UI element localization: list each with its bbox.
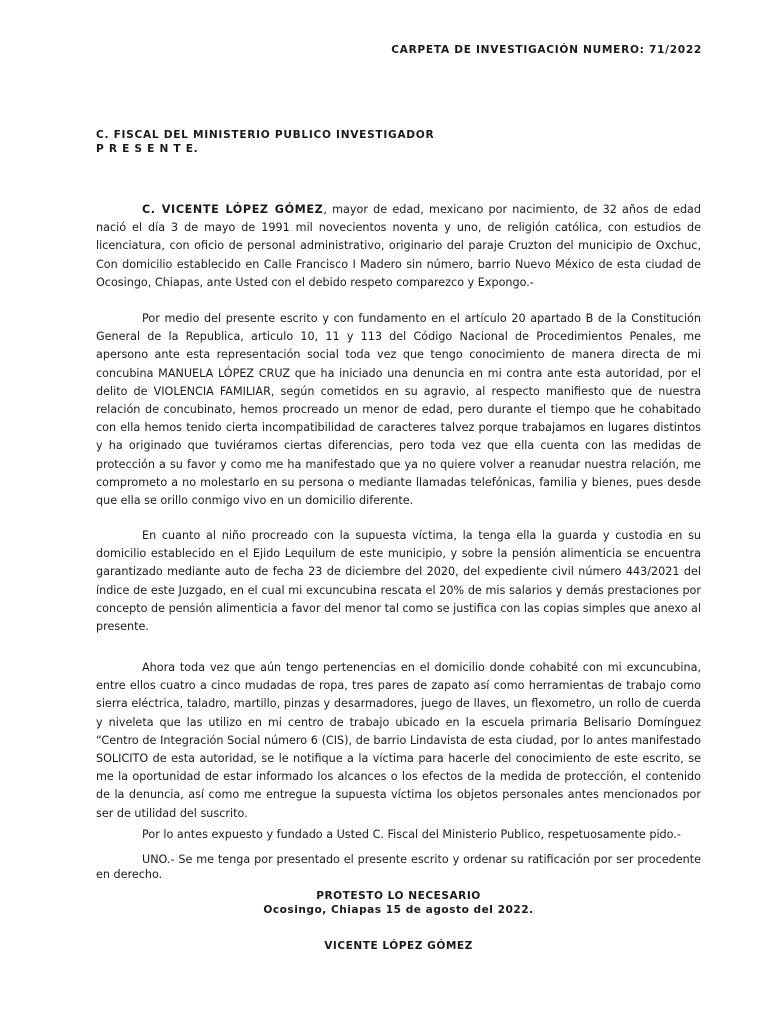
introduction-text: , mayor de edad, mexicano por nacimiento, de 32 años de edad nació el día 3 de mayo de 1991 mil novecientos noventa y uno, de religión católica, con estudios de licenciatura, con oficio de personal administrativo, originario del paraje Cruzton del municipio de Oxchuc, Con domicilio establecido en Calle Francisco I Madero sin número, barrio Nuevo México de esta ciudad de Ocosingo, Chiapas, ante Usted con el debido respeto comparezco y Expongo.- bbox=[96, 203, 701, 289]
closing-block bbox=[96, 889, 701, 917]
declarant-name: C. VICENTE LÓPEZ GÓMEZ bbox=[142, 203, 324, 216]
paragraph-legal-basis bbox=[96, 310, 701, 510]
signature-name: VICENTE LÓPEZ GÓMEZ bbox=[324, 940, 473, 952]
protesto-line: PROTESTO LO NECESARIO bbox=[316, 890, 481, 902]
addressee-block bbox=[96, 128, 434, 156]
paragraph-belongings bbox=[96, 659, 701, 823]
paragraph-petition bbox=[96, 826, 701, 844]
child-custody-text: En cuanto al niño procreado con la supuesta víctima, la tenga ella la guarda y custodia en su domicilio establecido en el Ejido Lequilum de este municipio, y sobre la pensión alimenticia se encuentra garantizado mediante auto de fecha 23 de diciembre del 2020, del expediente civil número 443/2021 del índice de este Juzgado, en el cual mi excuncubina rescata el 20% de mis salarios y demás prestaciones por concepto de pensión alimenticia a favor del menor tal como se justifica con las copias simples que anexo al presente. bbox=[96, 529, 701, 634]
request-one-text: UNO.- Se me tenga por presentado el presente escrito y ordenar su ratificación por ser procedente en derecho. bbox=[96, 853, 701, 881]
case-number-heading: CARPETA DE INVESTIGACIÓN NUMERO: 71/2022 bbox=[391, 44, 702, 56]
petition-text: Por lo antes expuesto y fundado a Usted C. Fiscal del Ministerio Publico, respetuosamente pido.- bbox=[142, 828, 681, 841]
place-date-line: Ocosingo, Chiapas 15 de agosto del 2022. bbox=[263, 904, 534, 916]
paragraph-request-one bbox=[96, 852, 701, 882]
paragraph-child-custody bbox=[96, 527, 701, 636]
legal-basis-text: Por medio del presente escrito y con fundamento en el artículo 20 apartado B de la Constitución General de la Republica, articulo 10, 11 y 113 del Código Nacional de Procedimientos Penales, me apersono ante esta representación social toda vez que tengo conocimiento de manera directa de mi concubina MANUELA LÓPEZ CRUZ que ha iniciado una denuncia en mi contra ante esta autoridad, por el delito de VIOLENCIA FAMILIAR, según cometidos en su agravio, al respecto manifiesto que de nuestra relación de concubinato, hemos procreado un menor de edad, pero durante el tiempo que he cohabitado con ella hemos tenido cierta incompatibilidad de caracteres talvez porque trabajamos en lugares distintos y ha originado que tuviéramos ciertas diferencias, pero toda vez que ella cuenta con las medidas de protección a su favor y como me ha manifestado que ya no quiere volver a reanudar nuestra relación, me comprometo a no molestarlo en su persona o mediante llamadas telefónicas, familia y bienes, pues desde que ella se orillo conmigo vivo en un domicilio diferente. bbox=[96, 312, 701, 508]
belongings-text: Ahora toda vez que aún tengo pertenencias en el domicilio donde cohabité con mi excuncubina, entre ellos cuatro a cinco mudadas de ropa, tres pares de zapato así como herramientas de trabajo como sierra eléctrica, taladro, martillo, pinzas y desarmadores, juego de llaves, un flexometro, un rollo de cuerda y niveleta que las utilizo en mi centro de trabajo ubicado en la escuela primaria Belisario Domínguez “Centro de Integración Social número 6 (CIS), de barrio Lindavista de esta ciudad, por lo antes manifestado SOLICITO de esta autoridad, se le notifique a la víctima para hacerle del conocimiento de este escrito, se me la oportunidad de estar informado los alcances o los efectos de la medida de protección, el contenido de la denuncia, así como me entregue la supuesta víctima los objetos personales antes mencionados por ser de utilidad del suscrito. bbox=[96, 661, 701, 820]
addressee-title: C. FISCAL DEL MINISTERIO PUBLICO INVESTIGADOR bbox=[96, 129, 435, 141]
addressee-presente: P R E S E N T E. bbox=[96, 143, 199, 155]
paragraph-introduction bbox=[96, 201, 701, 292]
